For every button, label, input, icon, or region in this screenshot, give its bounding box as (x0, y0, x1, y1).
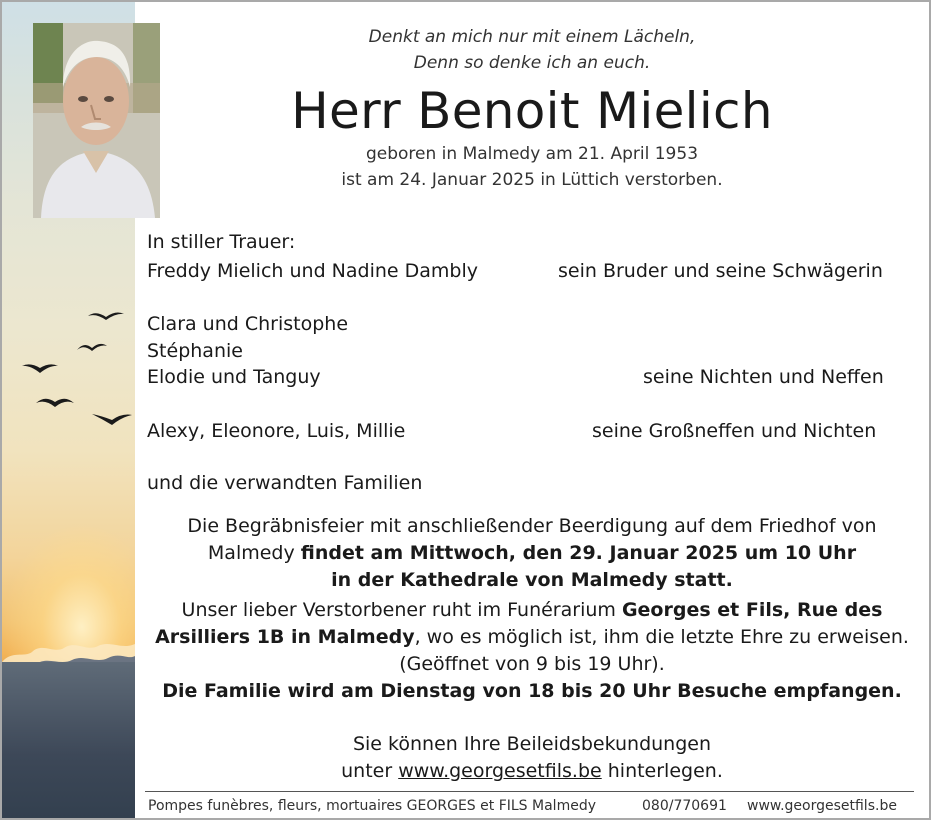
mourner-names: Clara und Christophe (147, 313, 349, 335)
mourner-relation: sein Bruder und seine Schwägerin (558, 260, 883, 282)
condolences-text: hinterlegen. (601, 760, 723, 782)
funerarium-address: Arsilliers 1B in Malmedy (155, 626, 415, 648)
visiting-hours-text: Die Familie wird am Dienstag von 18 bis 20 Uhr Besuche empfangen. (162, 680, 902, 702)
footer-divider (145, 791, 914, 792)
funerarium-text: Unser lieber Verstorbener ruht im Funérarium (181, 599, 622, 621)
mourner-relation: seine Nichten und Neffen (643, 366, 884, 388)
ceremony-location: in der Kathedrale von Malmedy statt. (331, 569, 733, 591)
mourner-names: Alexy, Eleonore, Luis, Millie (147, 420, 406, 442)
condolences-line-2 (142, 760, 922, 782)
opening-hours: (Geöffnet von 9 bis 19 Uhr). (399, 653, 665, 675)
mourner-names: Stéphanie (147, 340, 243, 362)
ceremony-line-3 (142, 569, 922, 591)
ceremony-datetime: findet am Mittwoch, den 29. Januar 2025 um 10 Uhr (300, 542, 857, 564)
condolences-line-1: Sie können Ihre Beileidsbekundungen (352, 733, 712, 755)
ceremony-line-2 (142, 542, 922, 564)
funerarium-text: , wo es möglich ist, ihm die letzte Ehre zu erweisen. (414, 626, 909, 648)
condolences-website-link[interactable]: www.georgesetfils.be (398, 760, 602, 782)
funerarium-address: Georges et Fils, Rue des (621, 599, 883, 621)
bird-icon (20, 360, 60, 376)
funerarium-line-2 (142, 626, 922, 648)
bird-icon (76, 340, 108, 354)
mourner-names: Freddy Mielich und Nadine Dambly (147, 260, 478, 282)
death-info: ist am 24. Januar 2025 in Lüttich verstorben. (341, 170, 723, 190)
mourning-intro: In stiller Trauer: (147, 231, 296, 253)
mourner-relation: seine Großneffen und Nichten (592, 420, 877, 442)
cloud-bank (2, 662, 135, 818)
visiting-hours (142, 680, 922, 702)
portrait-photo (33, 23, 160, 218)
birth-info: geboren in Malmedy am 21. April 1953 (365, 144, 699, 164)
related-families: und die verwandten Familien (147, 472, 423, 494)
deceased-name: Herr Benoit Mielich (291, 82, 773, 140)
quote-line-2: Denn so denke ich an euch. (413, 53, 651, 73)
condolences-text: unter (341, 760, 399, 782)
footer-company: Pompes funèbres, fleurs, mortuaires GEORGES et FILS Malmedy (148, 798, 596, 814)
bird-icon (34, 394, 76, 410)
quote-line-1: Denkt an mich nur mit einem Lächeln, (368, 27, 696, 47)
footer-phone: 080/770691 (642, 798, 727, 814)
footer-website[interactable]: www.georgesetfils.be (747, 798, 897, 814)
bird-icon (86, 308, 126, 324)
funerarium-line-1 (142, 599, 922, 621)
ceremony-text: Malmedy (207, 542, 301, 564)
ceremony-line-1: Die Begräbnisfeier mit anschließender Beerdigung auf dem Friedhof von (187, 515, 877, 537)
bird-icon (90, 410, 134, 428)
mourner-names: Elodie und Tanguy (147, 366, 321, 388)
